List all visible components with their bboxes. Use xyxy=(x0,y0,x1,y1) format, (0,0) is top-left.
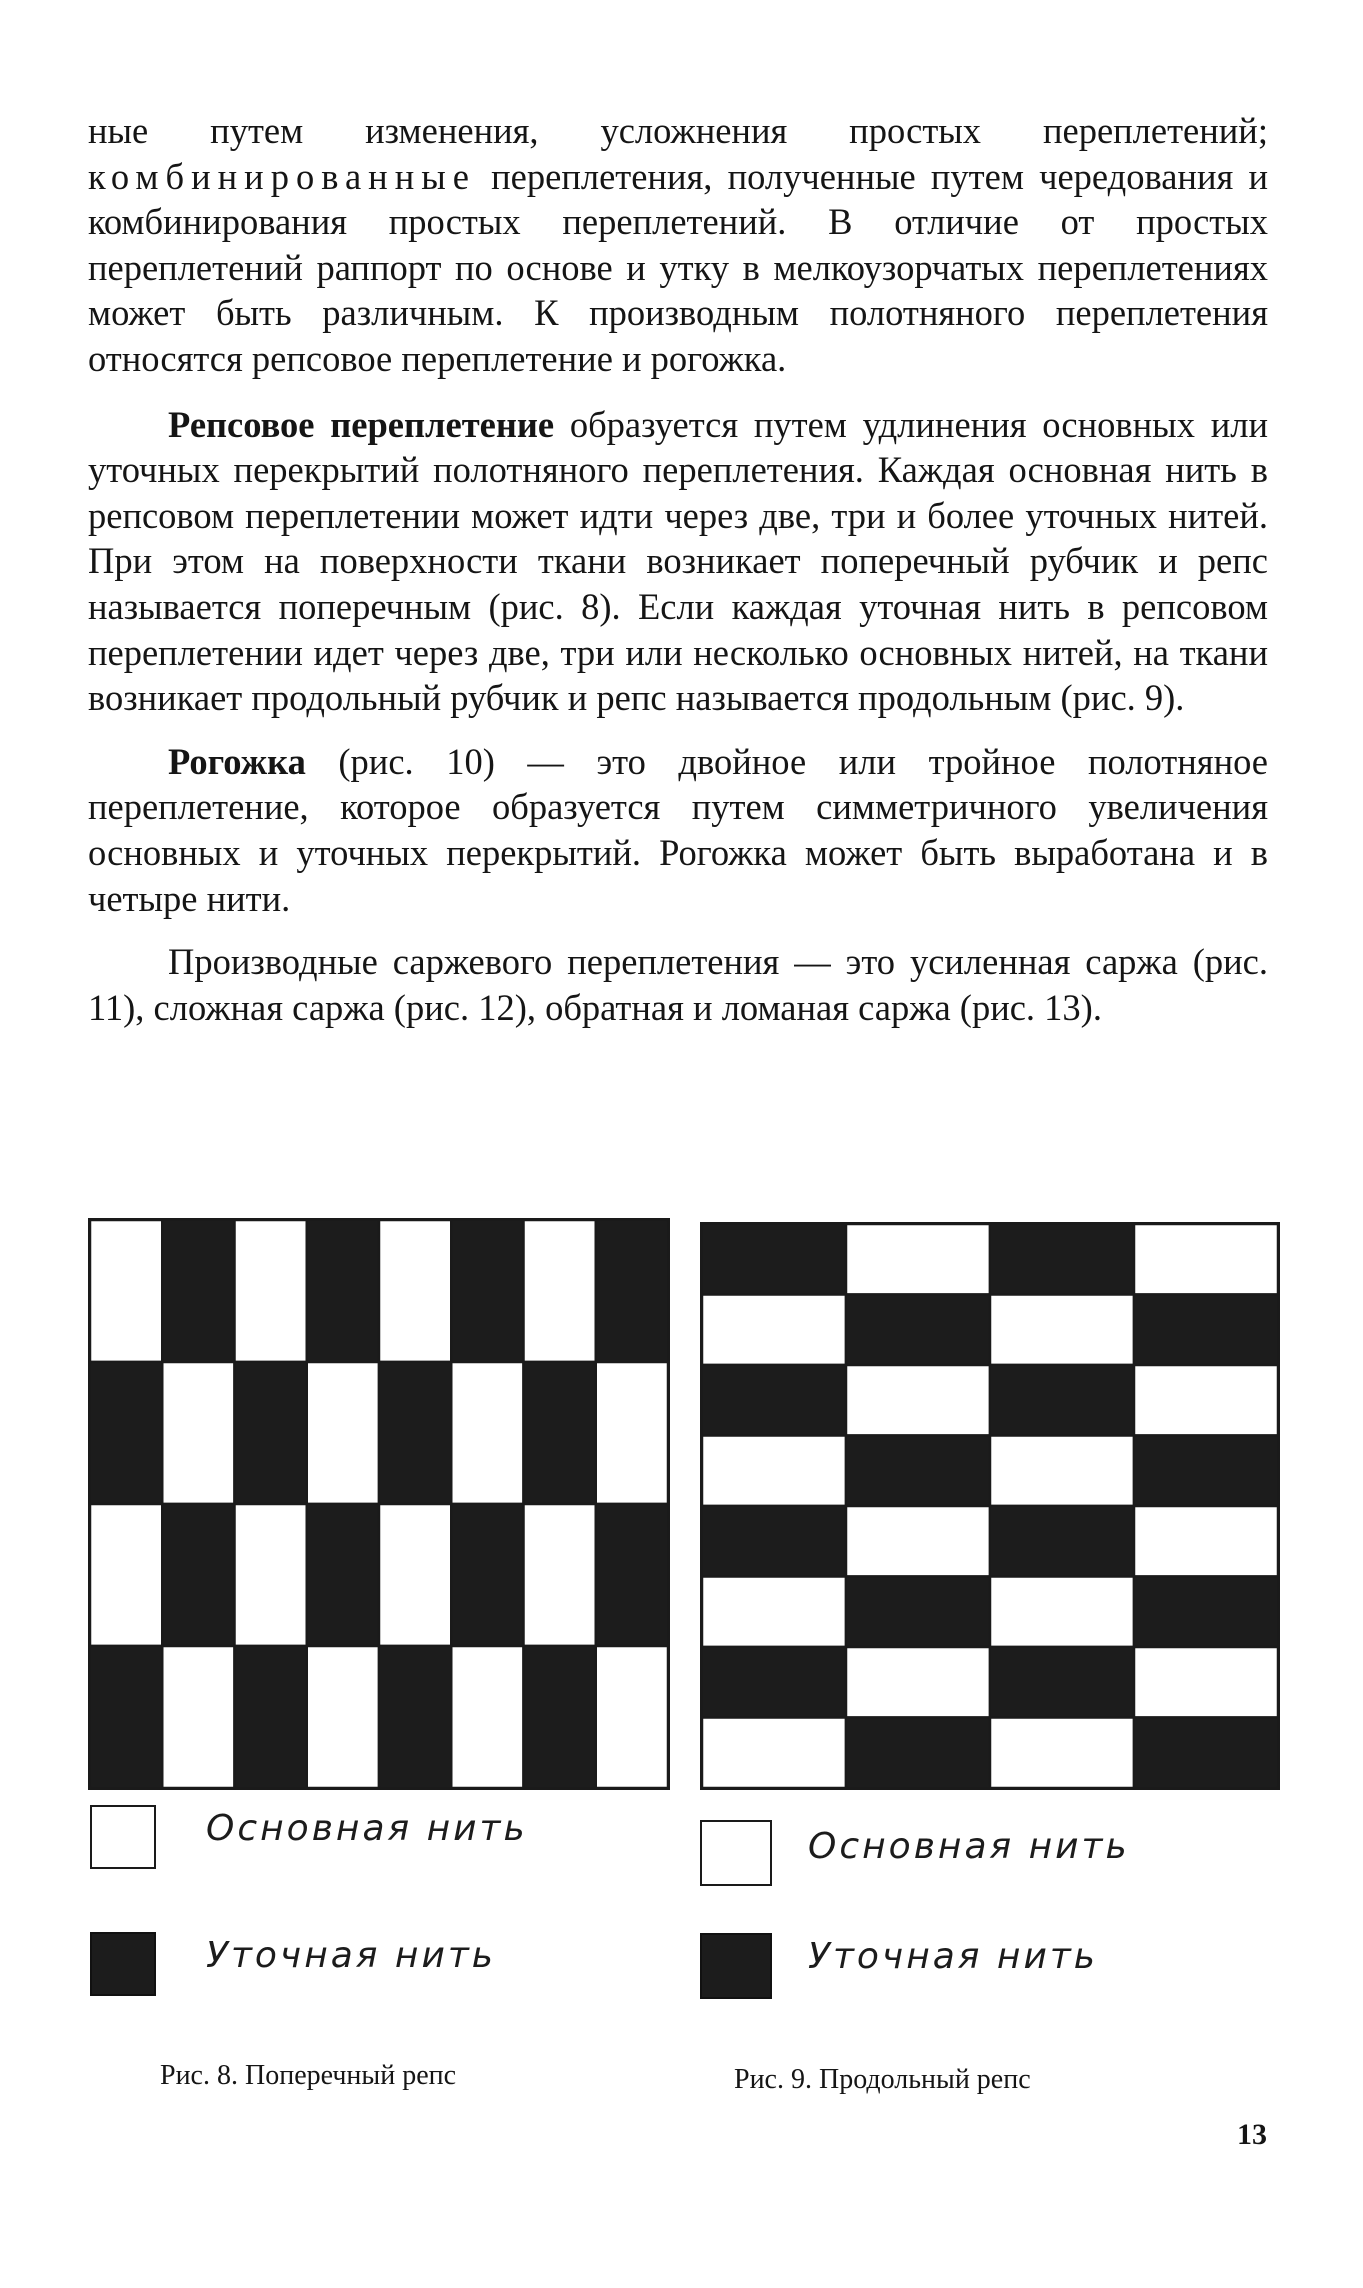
caption-figure-8: Рис. 8. Поперечный репс xyxy=(160,2060,457,2091)
term-rogozhka: Рогожка xyxy=(168,740,306,782)
caption-figure-9: Рис. 9. Продольный репс xyxy=(734,2064,1031,2095)
fig8-weft-cell xyxy=(596,1220,668,1362)
fig9-weft-cell xyxy=(846,1577,990,1648)
paragraph-sarzha: Производные саржевого переплетения — это усиленная саржа (рис. 11), сложная саржа (рис. 12), обратная и ломаная саржа (рис. 13). xyxy=(88,941,1268,1028)
fig9-weft-cell xyxy=(990,1506,1134,1577)
fig9-warp-cell xyxy=(990,1436,1134,1507)
fig9-warp-cell xyxy=(1134,1647,1278,1718)
fig8-warp-cell xyxy=(90,1504,162,1646)
legend-swatch-warp xyxy=(90,1805,156,1869)
fig9-weft-cell xyxy=(990,1365,1134,1436)
fig9-warp-cell xyxy=(1134,1365,1278,1436)
fig8-warp-cell xyxy=(162,1362,234,1504)
fig9-warp-cell xyxy=(846,1647,990,1718)
fig8-warp-cell xyxy=(235,1220,307,1362)
fig9-weft-cell xyxy=(702,1224,846,1295)
fig8-warp-cell xyxy=(90,1220,162,1362)
fig9-warp-cell xyxy=(990,1577,1134,1648)
paragraph-intro: ные путем изменения, усложнения простых переплетений; комбинированные переплетения, полученные путем чередования и комбинирования простых переплетений. В отличие от простых переплетений раппорт по основе и утку в мелкоузорчатых переплетениях может быть различным. К производным полотняного переплетения относятся репсовое переплетение и рогожка. xyxy=(88,110,1268,379)
weave-diagram-transverse xyxy=(90,1220,668,1788)
fig8-warp-cell xyxy=(162,1646,234,1788)
fig9-warp-cell xyxy=(1134,1224,1278,1295)
fig9-weft-cell xyxy=(846,1295,990,1366)
fig8-weft-cell xyxy=(524,1362,596,1504)
fig9-warp-cell xyxy=(846,1365,990,1436)
legend-label-warp: Основная нить xyxy=(206,1808,528,1849)
fig9-warp-cell xyxy=(846,1224,990,1295)
term-reps: Репсовое переплетение xyxy=(168,403,555,445)
body-text xyxy=(88,108,1268,1046)
fig8-weft-cell xyxy=(235,1646,307,1788)
legend-swatch-weft xyxy=(90,1932,156,1996)
fig8-warp-cell xyxy=(451,1646,523,1788)
fig9-weft-cell xyxy=(702,1506,846,1577)
fig9-weft-cell xyxy=(990,1224,1134,1295)
fig9-weft-cell xyxy=(702,1365,846,1436)
spaced-term: комбинированные xyxy=(88,155,476,197)
fig9-weft-cell xyxy=(846,1436,990,1507)
fig8-weft-cell xyxy=(90,1646,162,1788)
fig8-weft-cell xyxy=(451,1504,523,1646)
fig8-weft-cell xyxy=(451,1220,523,1362)
legend-label-weft: Уточная нить xyxy=(206,1935,497,1976)
fig9-warp-cell xyxy=(702,1436,846,1507)
fig9-warp-cell xyxy=(702,1295,846,1366)
legend-swatch-warp xyxy=(700,1820,772,1886)
fig9-warp-cell xyxy=(990,1718,1134,1789)
fig8-weft-cell xyxy=(235,1362,307,1504)
fig8-weft-cell xyxy=(90,1362,162,1504)
fig8-warp-cell xyxy=(379,1220,451,1362)
fig8-weft-cell xyxy=(307,1220,379,1362)
fig9-weft-cell xyxy=(1134,1577,1278,1648)
fig8-weft-cell xyxy=(524,1646,596,1788)
legend-swatch-weft xyxy=(700,1933,772,1999)
fig9-weft-cell xyxy=(702,1647,846,1718)
fig8-warp-cell xyxy=(451,1362,523,1504)
figure-8-transverse-reps xyxy=(88,1218,670,1790)
legend-label-warp: Основная нить xyxy=(808,1826,1130,1867)
fig9-warp-cell xyxy=(846,1506,990,1577)
fig8-warp-cell xyxy=(307,1362,379,1504)
fig8-warp-cell xyxy=(235,1504,307,1646)
fig9-weft-cell xyxy=(990,1647,1134,1718)
paragraph-rogozhka: Рогожка (рис. 10) — это двойное или тройное полотняное переплетение, которое образуется путем симметричного увеличения основных и уточных перекрытий. Рогожка может быть выработана и в четыре нити. xyxy=(88,740,1268,919)
fig9-weft-cell xyxy=(1134,1436,1278,1507)
fig9-warp-cell xyxy=(990,1295,1134,1366)
fig8-warp-cell xyxy=(524,1504,596,1646)
fig8-weft-cell xyxy=(162,1220,234,1362)
legend-label-weft: Уточная нить xyxy=(808,1936,1099,1977)
fig8-weft-cell xyxy=(379,1646,451,1788)
fig8-warp-cell xyxy=(379,1504,451,1646)
fig9-weft-cell xyxy=(1134,1295,1278,1366)
fig9-warp-cell xyxy=(702,1577,846,1648)
fig9-warp-cell xyxy=(1134,1506,1278,1577)
fig8-warp-cell xyxy=(307,1646,379,1788)
page-number: 13 xyxy=(1237,2118,1267,2151)
fig9-weft-cell xyxy=(846,1718,990,1789)
weave-diagram-longitudinal xyxy=(702,1224,1278,1788)
fig8-weft-cell xyxy=(596,1504,668,1646)
paragraph-reps: Репсовое переплетение образуется путем удлинения основных или уточных перекрытий полотняного переплетения. Каждая основная нить в репсовом переплетении может идти через две, три и более уточных нитей. При этом на поверхности ткани возникает поперечный рубчик и репс называется поперечным (рис. 8). Если каждая уточная нить в репсовом переплетении идет через две, три или несколько основных нитей, на ткани возникает продольный рубчик и репс называется продольным (рис. 9). xyxy=(88,403,1268,719)
fig8-warp-cell xyxy=(596,1646,668,1788)
fig9-warp-cell xyxy=(702,1718,846,1789)
fig8-weft-cell xyxy=(162,1504,234,1646)
fig8-warp-cell xyxy=(596,1362,668,1504)
figure-9-longitudinal-reps xyxy=(700,1222,1280,1790)
fig9-weft-cell xyxy=(1134,1718,1278,1789)
fig8-warp-cell xyxy=(524,1220,596,1362)
fig8-weft-cell xyxy=(307,1504,379,1646)
fig8-weft-cell xyxy=(379,1362,451,1504)
